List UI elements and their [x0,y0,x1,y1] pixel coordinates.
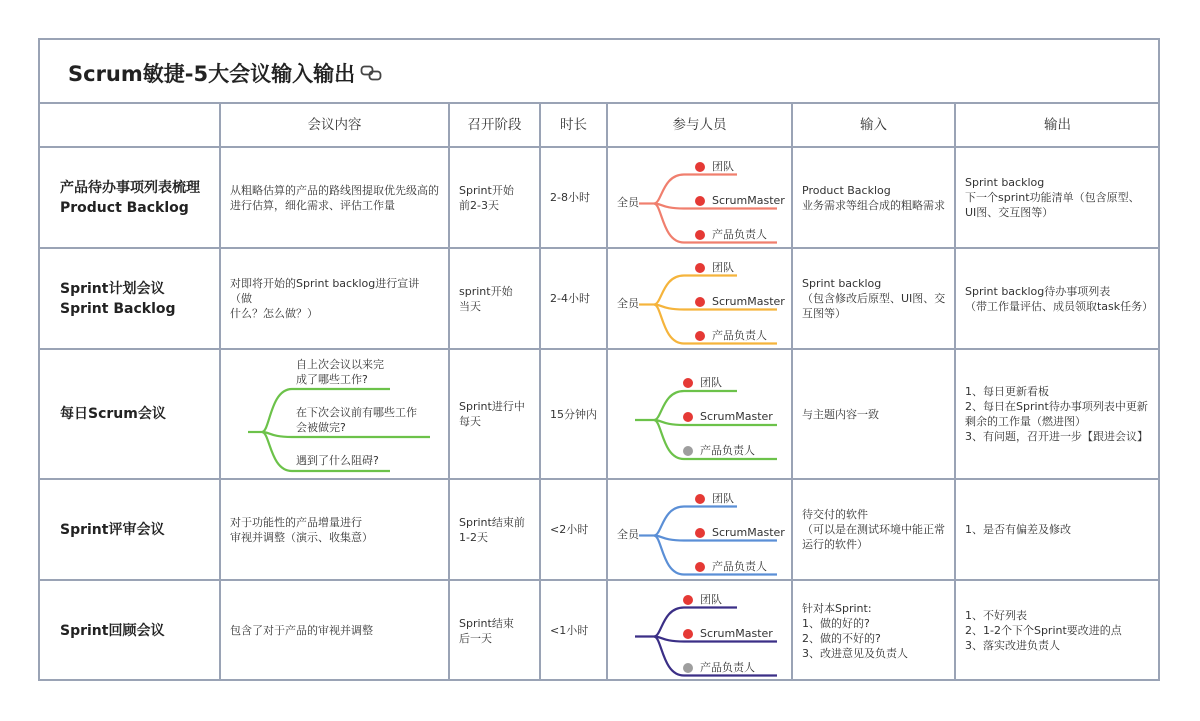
meeting-name-text [60,279,176,319]
participant-bullet-icon [683,446,693,456]
link-icon[interactable] [360,64,382,82]
meeting-name [40,349,220,479]
participants-root-label: 全员 [617,195,639,209]
meeting-name-text [60,621,164,641]
meeting-name-text [60,404,166,424]
participant-bullet-icon [695,528,705,538]
meeting-content: 对即将开始的Sprint backlog进行宣讲（做 什么？怎么做？） [230,277,420,320]
meeting-input: 与主题内容一致 [802,407,879,421]
header-blank [40,104,220,147]
meeting-name-line: Sprint回顾会议 [60,622,165,639]
participant-label: 产品负责人 [712,328,767,342]
participant-label: 团队 [712,260,734,274]
participant-bullet-icon [683,595,693,605]
participant-label: 产品负责人 [712,559,767,573]
meeting-duration: <1小时 [550,624,589,637]
meeting-name-line: Product Backlog [60,199,189,216]
meeting-duration: 2-4小时 [550,292,590,305]
meeting-stage: Sprint开始 前2-3天 [459,183,514,212]
participant-label: 团队 [712,491,734,505]
participant-label: 产品负责人 [700,660,755,674]
participant-bullet-icon [683,629,693,639]
meeting-content: 从粗略估算的产品的路线图提取优先级高的 进行估算，细化需求、评估工作量 [230,183,439,212]
content-branch-label: 遇到了什么阻碍? [296,454,379,467]
participant-bullet-icon [683,378,693,388]
meeting-name [40,248,220,349]
meeting-output: 1、每日更新看板 2、每日在Sprint待办事项列表中更新 剩余的工作量（燃进图） 3、有问题，召开进一步【跟进会议】 [965,385,1148,443]
meeting-output: 1、不好列表 2、1-2个下个Sprint要改进的点 3、落实改进负责人 [965,609,1122,652]
meeting-participants [607,479,792,580]
participant-label: 团队 [712,159,734,173]
meeting-stage: Sprint结束前 1-2天 [459,515,525,544]
meeting-participants [607,147,792,248]
header-content: 会议内容 [307,117,362,133]
participants-root-label: 全员 [617,296,639,310]
meeting-content: 包含了对于产品的审视并调整 [230,624,373,637]
meeting-stage: sprint开始 当天 [459,284,513,313]
meeting-table [38,38,1160,681]
page-title: Scrum敏捷-5大会议输入输出 [68,62,356,86]
participant-label: ScrumMaster [712,525,785,539]
meeting-stage: Sprint进行中 每天 [459,400,525,428]
meeting-name-text [60,520,164,540]
participant-bullet-icon [683,412,693,422]
meeting-name [40,147,220,248]
meeting-participants [607,248,792,349]
meeting-participants [607,580,792,681]
meeting-input: Sprint backlog （包含修改后原型、UI图、交 互图等） [802,277,946,320]
meeting-name-text [60,178,200,218]
participant-bullet-icon [695,562,705,572]
meeting-output: Sprint backlog待办事项列表 （带工作量评估、成员领取task任务） [965,284,1154,313]
meeting-duration: 2-8小时 [550,191,590,204]
meeting-stage: Sprint结束 后一天 [459,616,514,645]
participant-label: 产品负责人 [712,227,767,241]
participant-bullet-icon [695,494,705,504]
participant-label: ScrumMaster [700,626,773,640]
meeting-output: Sprint backlog 下一个sprint功能清单（包含原型、 UI图、交互图等） [965,176,1140,219]
participant-bullet-icon [695,162,705,172]
meeting-name-line: Sprint Backlog [60,300,176,317]
participant-label: ScrumMaster [700,410,773,423]
meeting-name [40,479,220,580]
meeting-name-line: Sprint评审会议 [60,521,165,538]
meeting-name-line: 每日Scrum会议 [60,406,166,422]
meeting-duration: 15分钟内 [550,407,597,421]
meeting-input: 待交付的软件 （可以是在测试环境中能正常 运行的软件） [802,508,945,551]
meeting-participants [607,349,792,479]
participant-label: 产品负责人 [700,444,755,457]
participant-bullet-icon [695,297,705,307]
content-branch-label: 自上次会议以来完 成了哪些工作? [296,358,384,386]
meeting-duration: <2小时 [550,523,589,536]
participant-bullet-icon [695,331,705,341]
meeting-input: 针对本Sprint: 1、做的好的? 2、做的不好的? 3、改进意见及负责人 [802,601,908,660]
meeting-input: Product Backlog 业务需求等组合成的粗略需求 [802,183,945,212]
participant-bullet-icon [695,263,705,273]
content-branch-label: 在下次会议前有哪些工作 会被做完? [296,406,417,434]
participant-label: 团队 [700,376,722,389]
header-duration: 时长 [560,117,587,133]
header-participants: 参与人员 [672,117,727,133]
participant-bullet-icon [695,230,705,240]
participant-bullet-icon [695,196,705,206]
header-stage: 召开阶段 [467,117,522,133]
meeting-content: 对于功能性的产品增量进行 审视并调整（演示、收集意） [230,515,373,544]
meeting-name [40,580,220,681]
meeting-content [220,349,449,479]
participant-label: 团队 [700,592,722,606]
participant-bullet-icon [683,663,693,673]
meeting-output: 1、是否有偏差及修改 [965,523,1071,536]
header-input: 输入 [860,117,887,133]
participant-label: ScrumMaster [712,294,785,308]
title-row [40,40,1158,104]
header-output: 输出 [1044,117,1071,133]
participants-root-label: 全员 [617,527,639,541]
meeting-name-line: 产品待办事项列表梳理 [60,179,200,196]
meeting-name-line: Sprint计划会议 [60,280,165,297]
participant-label: ScrumMaster [712,193,785,207]
